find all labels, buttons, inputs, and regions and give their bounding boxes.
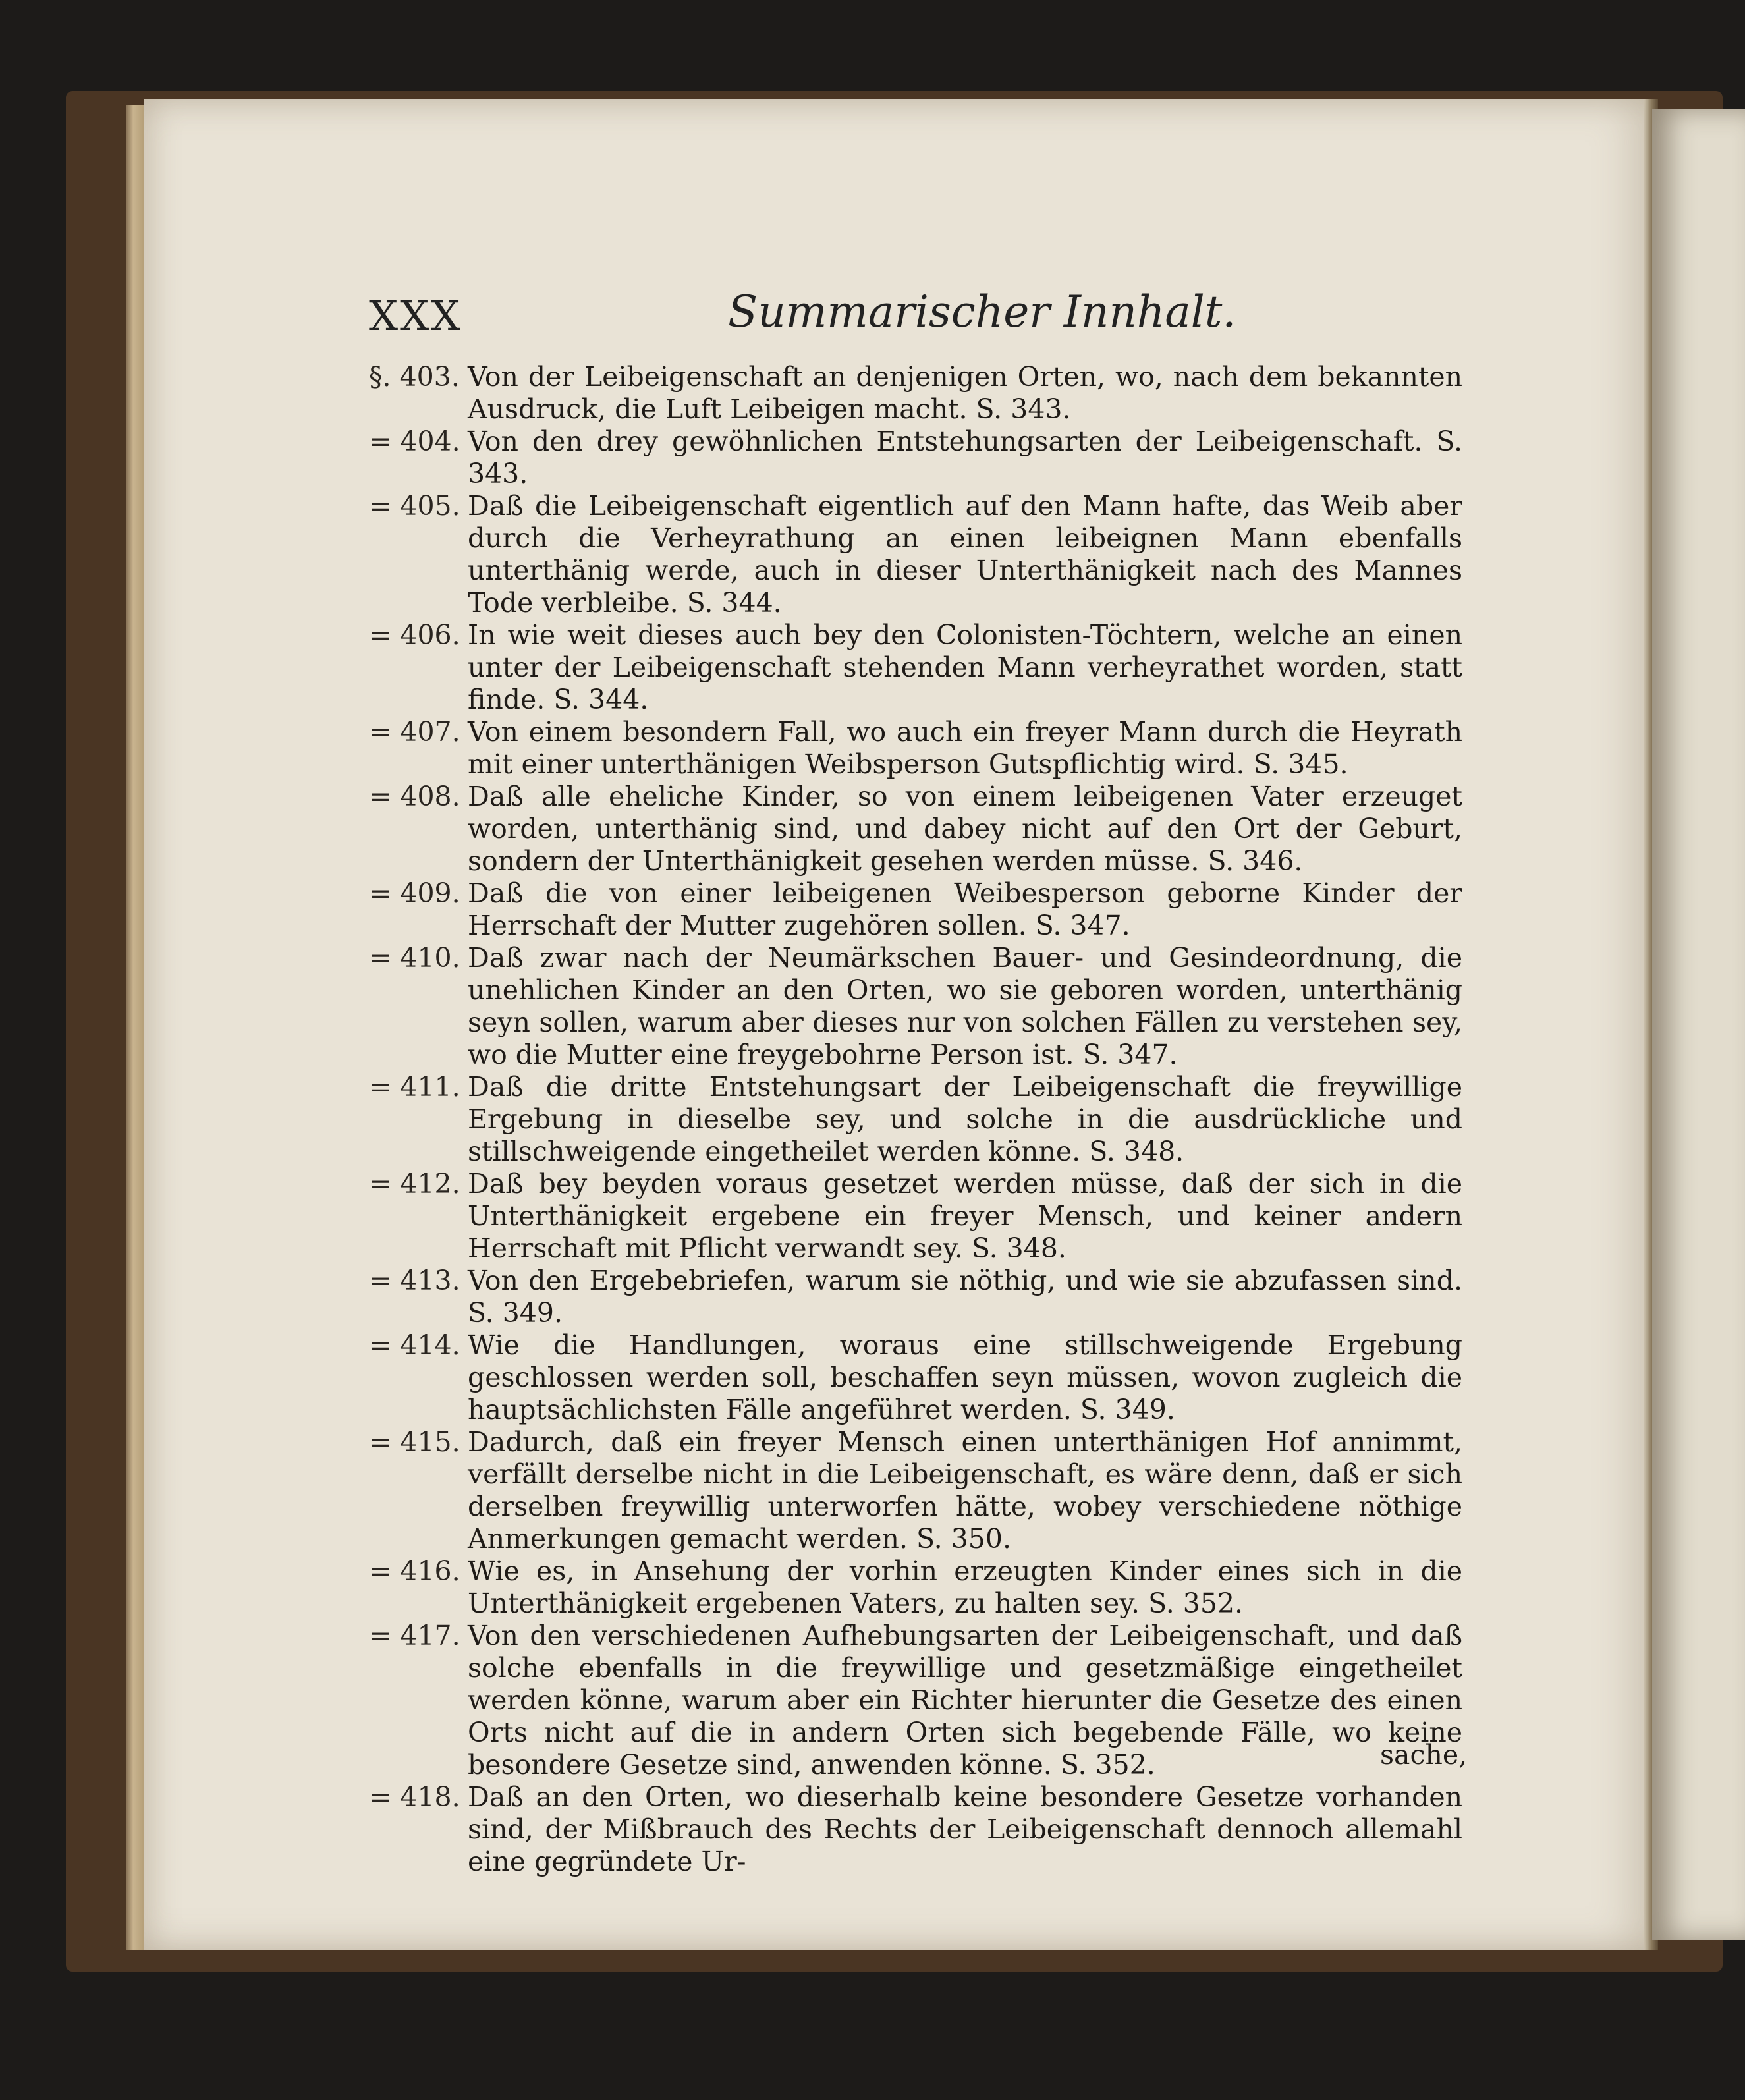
entry-text: Von der Leibeigenschaft an denjenigen Orten, wo, nach dem bekannten Ausdruck, die Luft Leibeigen macht. S. 343.	[468, 361, 1462, 425]
list-item	[369, 877, 1462, 942]
section-number: = 417.	[369, 1620, 460, 1651]
entry-text: Daß an den Orten, wo dieserhalb keine besondere Gesetze vorhanden sind, der Mißbrauch des Rechts der Leibeigenschaft dennoch allemahl eine gegründete Ur-	[468, 1781, 1462, 1877]
entry-text: Daß alle eheliche Kinder, so von einem leibeigenen Vater erzeuget worden, unterthänig sind, und dabey nicht auf den Ort der Geburt, sondern der Unterthänigkeit gesehen werden müsse. S. 346.	[468, 781, 1462, 877]
entry-text: Dadurch, daß ein freyer Mensch einen unterthänigen Hof annimmt, verfällt derselbe nicht in die Leibeigenschaft, es wäre denn, daß er sich derselben freywillig unterworfen hätte, wobey verschiedene nöthige Anmerkungen gemacht werden. S. 350.	[468, 1426, 1462, 1555]
summary-entries	[369, 361, 1462, 1878]
section-number: = 407.	[369, 716, 460, 748]
section-number: = 418.	[369, 1781, 460, 1813]
section-number: = 411.	[369, 1071, 460, 1103]
entry-text: In wie weit dieses auch bey den Colonisten-Töchtern, welche an einen unter der Leibeigenschaft stehenden Mann verheyrathet worden, statt finde. S. 344.	[468, 619, 1462, 715]
list-item	[369, 1620, 1462, 1781]
section-number: = 412.	[369, 1168, 460, 1200]
entry-text: Wie es, in Ansehung der vorhin erzeugten Kinder eines sich in die Unterthänigkeit ergebenen Vaters, zu halten sey. S. 352.	[468, 1555, 1462, 1619]
section-number: = 406.	[369, 619, 460, 651]
section-number: = 416.	[369, 1555, 460, 1587]
entry-text: Von einem besondern Fall, wo auch ein freyer Mann durch die Heyrath mit einer unterthänigen Weibsperson Gutspflichtig wird. S. 345.	[468, 716, 1462, 780]
list-item	[369, 781, 1462, 877]
facing-page-edge	[1652, 109, 1745, 1940]
section-number: = 409.	[369, 877, 460, 909]
entry-text: Von den Ergebebriefen, warum sie nöthig, und wie sie abzufassen sind. S. 349.	[468, 1265, 1462, 1329]
entry-text: Daß zwar nach der Neumärkschen Bauer- und Gesindeordnung, die unehlichen Kinder an den Orten, wo sie geboren worden, unterthänig seyn sollen, warum aber dieses nur von solchen Fällen zu verstehen sey, wo die Mutter eine freygebohrne Person ist. S. 347.	[468, 942, 1462, 1070]
section-number: = 413.	[369, 1265, 460, 1296]
list-item	[369, 1071, 1462, 1168]
list-item	[369, 1781, 1462, 1878]
section-number: = 410.	[369, 942, 460, 974]
page-edges	[126, 105, 144, 1950]
entry-text: Daß bey beyden voraus gesetzet werden müsse, daß der sich in die Unterthänigkeit ergebene ein freyer Mensch, und keiner andern Herrschaft mit Pflicht verwandt sey. S. 348.	[468, 1168, 1462, 1264]
list-item	[369, 1555, 1462, 1620]
list-item	[369, 1426, 1462, 1555]
list-item	[369, 426, 1462, 490]
running-title: Summarischer Innhalt.	[728, 287, 1236, 337]
entry-text: Von den verschiedenen Aufhebungsarten der Leibeigenschaft, und daß solche ebenfalls in die freywillige und gesetzmäßige eingetheilet werden könne, warum aber ein Richter hierunter die Gesetze des einen Orts nicht auf die in andern Orten sich begebende Fälle, wo keine besondere Gesetze sind, anwenden könne. S. 352.	[468, 1620, 1462, 1781]
list-item	[369, 1329, 1462, 1426]
entry-text: Daß die von einer leibeigenen Weibesperson geborne Kinder der Herrschaft der Mutter zugehören sollen. S. 347.	[468, 877, 1462, 941]
list-item	[369, 942, 1462, 1071]
entry-text: Von den drey gewöhnlichen Entstehungsarten der Leibeigenschaft. S. 343.	[468, 426, 1462, 489]
entry-text: Daß die Leibeigenschaft eigentlich auf den Mann hafte, das Weib aber durch die Verheyrathung an einen leibeignen Mann ebenfalls unterthänig werde, auch in dieser Unterthänigkeit nach des Mannes Tode verbleibe. S. 344.	[468, 490, 1462, 619]
list-item	[369, 361, 1462, 426]
section-number: = 415.	[369, 1426, 460, 1458]
section-number: = 414.	[369, 1329, 460, 1361]
list-item	[369, 1168, 1462, 1265]
list-item	[369, 619, 1462, 716]
entry-text: Wie die Handlungen, woraus eine stillschweigende Ergebung geschlossen werden soll, beschaffen seyn müssen, wovon zugleich die hauptsächlichsten Fälle angeführet werden. S. 349.	[468, 1329, 1462, 1425]
page-header	[369, 287, 1456, 346]
list-item	[369, 1265, 1462, 1329]
section-number: = 408.	[369, 781, 460, 812]
catchword: sache,	[1380, 1739, 1468, 1771]
list-item	[369, 716, 1462, 781]
section-number: §. 403.	[369, 361, 460, 393]
entry-text: Daß die dritte Entstehungsart der Leibeigenschaft die freywillige Ergebung in dieselbe sey, und solche in die ausdrückliche und stillschweigende eingetheilet werden könne. S. 348.	[468, 1071, 1462, 1167]
list-item	[369, 490, 1462, 619]
section-number: = 405.	[369, 490, 460, 522]
section-number: = 404.	[369, 426, 460, 457]
page-number: XXX	[369, 292, 462, 340]
